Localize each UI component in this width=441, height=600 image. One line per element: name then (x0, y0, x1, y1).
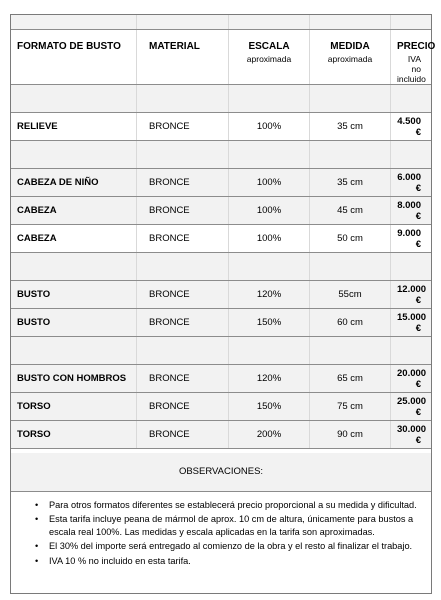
cell-precio: 25.000 € (391, 393, 432, 421)
cell-material: BRONCE (137, 309, 229, 337)
cell-precio: 4.500 € (391, 113, 432, 141)
header-material: MATERIAL (149, 41, 200, 52)
observacion-text: Esta tarifa incluye peana de mármol de aprox. 10 cm de altura, únicamente para bustos a escala real 100%. Las medidas y escala aplicadas en la tarifa son aproximadas. (49, 514, 414, 537)
cell-medida: 35 cm (310, 169, 391, 197)
table-row (11, 365, 431, 393)
list-item (35, 555, 417, 567)
cell-material: BRONCE (137, 225, 229, 253)
cell-material: BRONCE (137, 197, 229, 225)
cell-precio: 30.000 € (391, 421, 432, 449)
cell-precio: 6.000 € (391, 169, 432, 197)
cell-formato: TORSO (11, 421, 137, 449)
header-precio-sub: IVA no incluido (397, 54, 426, 84)
table-row (11, 421, 431, 449)
cell-material: BRONCE (137, 281, 229, 309)
bullet-icon: • (35, 555, 39, 566)
cell-escala: 200% (229, 421, 310, 449)
table-header-row (11, 30, 431, 85)
cell-material: BRONCE (137, 365, 229, 393)
cell-formato: CABEZA DE NIÑO (11, 169, 137, 197)
cell-escala: 100% (229, 113, 310, 141)
observacion-text: Para otros formatos diferentes se establecerá precio proporcional a su medida y dificultad. (49, 500, 417, 510)
cell-medida: 55cm (310, 281, 391, 309)
spacer-row (11, 337, 431, 365)
list-item (35, 540, 417, 552)
bullet-icon: • (35, 541, 39, 552)
cell-precio: 12.000 € (391, 281, 432, 309)
observacion-text: IVA 10 % no incluido en esta tarifa. (49, 555, 191, 566)
cell-formato: BUSTO (11, 309, 137, 337)
cell-medida: 45 cm (310, 197, 391, 225)
cell-formato: BUSTO CON HOMBROS (11, 365, 137, 393)
table-row (11, 393, 431, 421)
cell-material: BRONCE (137, 169, 229, 197)
spacer-row (11, 141, 431, 169)
observacion-text: El 30% del importe será entregado al comienzo de la obra y el resto al finalizar el trabajo. (49, 541, 413, 552)
spacer-row (11, 85, 431, 113)
cell-material: BRONCE (137, 421, 229, 449)
header-precio: PRECIO (397, 41, 436, 52)
table-top-band (11, 15, 431, 30)
cell-medida: 90 cm (310, 421, 391, 449)
cell-medida: 60 cm (310, 309, 391, 337)
price-table (11, 15, 436, 449)
bullet-icon: • (35, 514, 39, 525)
cell-formato: TORSO (11, 393, 137, 421)
list-item (35, 513, 417, 538)
table-row (11, 281, 431, 309)
cell-escala: 150% (229, 393, 310, 421)
cell-escala: 100% (229, 225, 310, 253)
header-formato: FORMATO DE BUSTO (17, 41, 121, 52)
cell-precio: 20.000 € (391, 365, 432, 393)
spacer-row (11, 253, 431, 281)
cell-precio: 8.000 € (391, 197, 432, 225)
cell-medida: 35 cm (310, 113, 391, 141)
list-item (35, 499, 417, 511)
observaciones-title: OBSERVACIONES: (11, 453, 431, 492)
cell-formato: BUSTO (11, 281, 137, 309)
cell-escala: 150% (229, 309, 310, 337)
cell-material: BRONCE (137, 393, 229, 421)
table-row (11, 225, 431, 253)
cell-escala: 120% (229, 281, 310, 309)
cell-escala: 100% (229, 197, 310, 225)
table-row (11, 113, 431, 141)
header-medida: MEDIDA (330, 41, 370, 52)
cell-formato: CABEZA (11, 197, 137, 225)
observaciones-list (11, 499, 431, 567)
cell-precio: 9.000 € (391, 225, 432, 253)
cell-medida: 65 cm (310, 365, 391, 393)
cell-formato: RELIEVE (11, 113, 137, 141)
table-row (11, 309, 431, 337)
price-list-sheet (10, 14, 436, 594)
cell-formato: CABEZA (11, 225, 137, 253)
header-escala: ESCALA (248, 41, 290, 52)
cell-medida: 75 cm (310, 393, 391, 421)
cell-material: BRONCE (137, 113, 229, 141)
cell-medida: 50 cm (310, 225, 391, 253)
cell-precio: 15.000 € (391, 309, 432, 337)
bullet-icon: • (35, 500, 39, 510)
header-escala-sub: aproximada (246, 54, 292, 64)
cell-escala: 100% (229, 169, 310, 197)
cell-escala: 120% (229, 365, 310, 393)
table-row (11, 197, 431, 225)
header-medida-sub: aproximada (327, 54, 373, 64)
table-row (11, 169, 431, 197)
observaciones-section (11, 453, 431, 593)
